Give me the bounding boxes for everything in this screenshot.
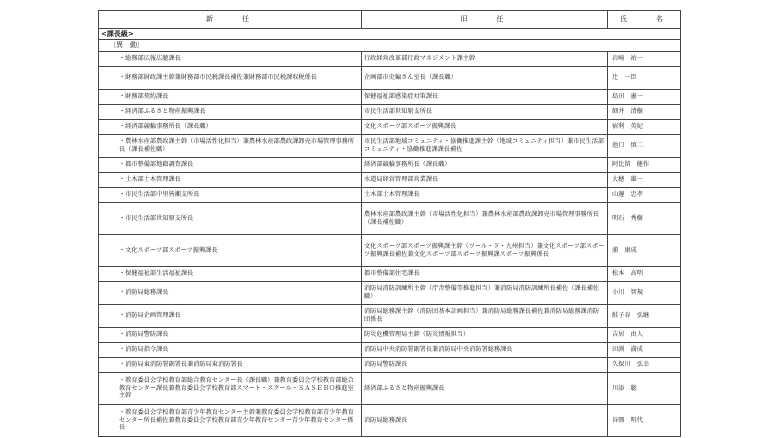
old-post-cell: 市民生活部世知原支所長 xyxy=(362,105,608,120)
table-row xyxy=(99,343,681,358)
old-post-cell: 農林水産部農政課主幹（市場活性化担当）兼農林水産部農政課卸売市場管理事務所長（課長補佐職） xyxy=(362,203,608,235)
table-row xyxy=(99,405,681,437)
new-post-cell: ・消防局警防課長 xyxy=(99,328,362,343)
new-post-cell: ・消防局指令課長 xyxy=(99,343,362,358)
name-cell: 谷岡 明代 xyxy=(608,405,681,437)
name-cell: 川添 聡 xyxy=(608,373,681,405)
name-cell: 小川 智規 xyxy=(608,282,681,305)
new-post-cell: ・都市整備部地籍調査課長 xyxy=(99,158,362,173)
name-cell: 岩崎 祐一 xyxy=(608,52,681,67)
name-cell: 浦 康成 xyxy=(608,235,681,267)
new-post-cell: ・市民生活部中里皆瀬支所長 xyxy=(99,188,362,203)
name-cell: 明石 秀樹 xyxy=(608,203,681,235)
name-cell: 辻 一臣 xyxy=(608,67,681,90)
new-post-cell: ・財務部財政課主幹兼財務部市民税課長補佐兼財務部市民税課収税係長 xyxy=(99,67,362,90)
personnel-table xyxy=(98,10,681,437)
old-post-cell: 消防局警防課長 xyxy=(362,358,608,373)
table-row xyxy=(99,235,681,267)
old-post-cell: 行政経営改革部行政マネジメント課主幹 xyxy=(362,52,608,67)
new-post-cell: ・消防局企画管理課長 xyxy=(99,305,362,328)
table-row xyxy=(99,135,681,158)
old-post-cell: 都市整備部住宅課長 xyxy=(362,267,608,282)
new-post-cell: ・教育委員会学校教育部青少年教育センター主幹兼教育委員会学校教育部青少年教育センター所長補佐兼教育委員会学校教育部青少年教育センター青少年教育センター係長 xyxy=(99,405,362,437)
new-post-cell: ・土木部土木管理課長 xyxy=(99,173,362,188)
table-row xyxy=(99,358,681,373)
new-post-cell: ・経済部競輪事務所長（課長職） xyxy=(99,120,362,135)
table-row xyxy=(99,90,681,105)
new-post-cell: ・文化スポーツ部スポーツ振興課長 xyxy=(99,235,362,267)
name-cell: 細井 清樹 xyxy=(608,105,681,120)
new-post-cell: ・農林水産部農政課主幹（市場活性化担当）兼農林水産部農政課卸売市場管理事務所長（課長補佐職） xyxy=(99,135,362,158)
name-cell: 田渕 満成 xyxy=(608,343,681,358)
header-row xyxy=(99,11,681,29)
name-cell: 吉居 由人 xyxy=(608,328,681,343)
old-post-cell: 文化スポーツ部スポーツ振興課主幹（ツール・ド・九州担当）兼文化スポーツ部スポーツ振興課長補佐兼文化スポーツ部スポーツ振興課スポーツ振興係長 xyxy=(362,235,608,267)
header-old-post: 旧 任 xyxy=(362,11,608,29)
new-post-cell: ・保健福祉部生活福祉課長 xyxy=(99,267,362,282)
new-post-cell: ・経済部ふるさと物産振興課長 xyxy=(99,105,362,120)
personnel-document xyxy=(98,10,680,437)
category-heading-row xyxy=(99,40,681,52)
old-post-cell: 経済部ふるさと物産振興課長 xyxy=(362,373,608,405)
level-heading-row xyxy=(99,29,681,40)
table-row xyxy=(99,373,681,405)
table-row xyxy=(99,67,681,90)
new-post-cell: ・教育委員会学校教育部総合教育センター長（課長職）兼教育委員会学校教育部総合教育センター課長兼教育委員会学校教育部スマート・スクール・ＳＡＳＥＢＯ推進室主幹 xyxy=(99,373,362,405)
table-row xyxy=(99,52,681,67)
old-post-cell: 文化スポーツ部スポーツ振興課長 xyxy=(362,120,608,135)
table-row xyxy=(99,305,681,328)
table-row xyxy=(99,282,681,305)
table-row xyxy=(99,173,681,188)
name-cell: 久保川 弘幸 xyxy=(608,358,681,373)
table-row xyxy=(99,203,681,235)
new-post-cell: ・市民生活部世知原支所長 xyxy=(99,203,362,235)
name-cell: 阿比留 健作 xyxy=(608,158,681,173)
table-row xyxy=(99,120,681,135)
old-post-cell: 土木部土木管理課長 xyxy=(362,188,608,203)
table-row xyxy=(99,328,681,343)
new-post-cell: ・財務部契約課長 xyxy=(99,90,362,105)
name-cell: 池口 慎二 xyxy=(608,135,681,158)
new-post-cell: ・総務部広報広聴課長 xyxy=(99,52,362,67)
table-row xyxy=(99,267,681,282)
old-post-cell: 経済部競輪事務所長（課長職） xyxy=(362,158,608,173)
name-cell: 島田 憲一 xyxy=(608,90,681,105)
new-post-cell: ・消防局東消防署副署長兼消防局東消防署長 xyxy=(99,358,362,373)
category-heading: 〔異 動〕 xyxy=(99,40,681,52)
name-cell: 山邊 忠孝 xyxy=(608,188,681,203)
name-cell: 鮭子谷 弘継 xyxy=(608,305,681,328)
old-post-cell: 水道局経営管理部営業課長 xyxy=(362,173,608,188)
old-post-cell: 消防局総務課長 xyxy=(362,405,608,437)
name-cell: 大穂 雄一 xyxy=(608,173,681,188)
table-row xyxy=(99,105,681,120)
table-row xyxy=(99,158,681,173)
level-heading: <課長級> xyxy=(99,29,681,40)
old-post-cell: 防災危機管理局主幹（防災情報担当） xyxy=(362,328,608,343)
old-post-cell: 企画部市史編さん室長（課長職） xyxy=(362,67,608,90)
header-name: 氏 名 xyxy=(608,11,681,29)
name-cell: 松本 高明 xyxy=(608,267,681,282)
old-post-cell: 市民生活部地域コミュニティ・協働推進課主幹（地域コミュニティ担当）兼市民生活部コミュニティ・協働推進課課長補佐 xyxy=(362,135,608,158)
old-post-cell: 消防局中央消防署副署長兼消防局中央消防署総務課長 xyxy=(362,343,608,358)
header-new-post: 新 任 xyxy=(99,11,362,29)
old-post-cell: 消防局総務課主幹（消防団基本計画担当）兼消防局総務課長補佐兼消防局総務課消防団係長 xyxy=(362,305,608,328)
old-post-cell: 保健福祉部感染症対策課長 xyxy=(362,90,608,105)
new-post-cell: ・消防局総務課長 xyxy=(99,282,362,305)
table-row xyxy=(99,188,681,203)
name-cell: 宿利 英紀 xyxy=(608,120,681,135)
old-post-cell: 消防局消防訓練所主幹（庁舎整備等推進担当）兼消防局消防訓練所長補佐（課長補佐職） xyxy=(362,282,608,305)
